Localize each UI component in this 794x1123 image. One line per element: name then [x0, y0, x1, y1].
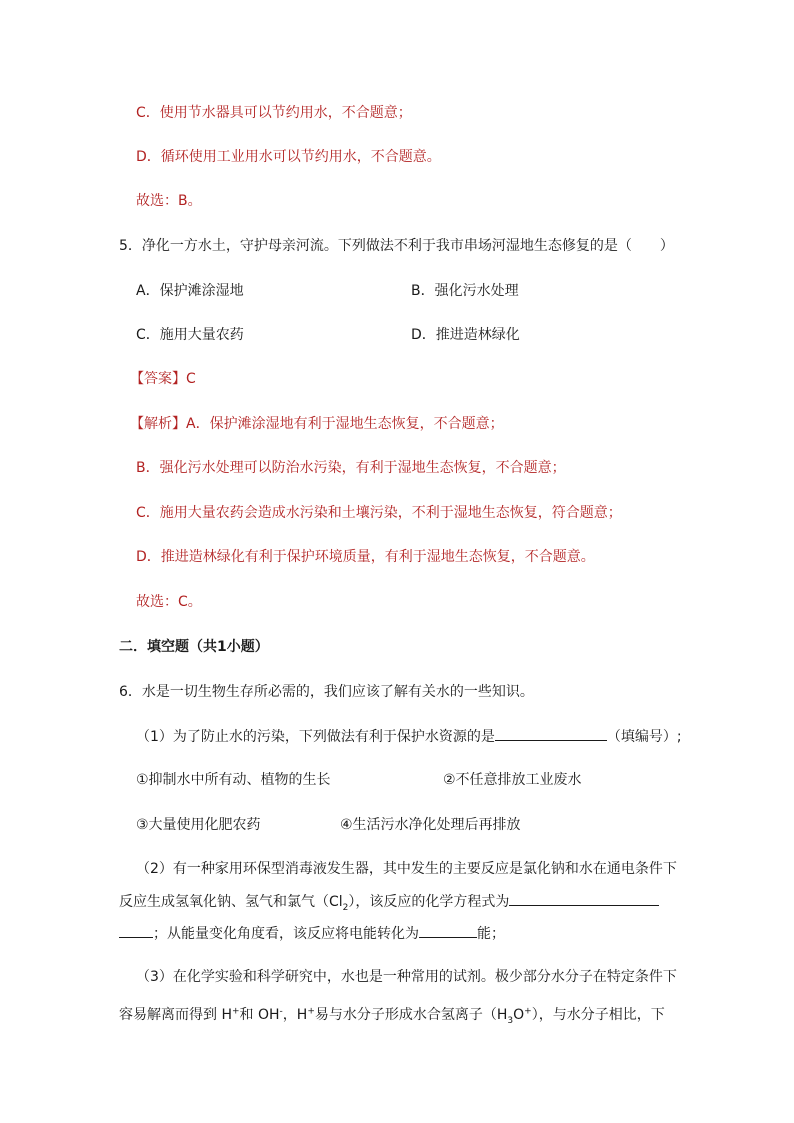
q5-answer [130, 369, 196, 389]
q5-analysis-c: C．施用大量农药会造成水污染和土壤污染，不利于湿地生态恢复，符合题意； [136, 505, 622, 521]
q6-part2-line3 [119, 923, 505, 944]
q5-analysis-a [130, 414, 504, 434]
q6-part2-equation-blank-cont[interactable] [119, 923, 153, 938]
analysis-tag: 【解析】 [130, 416, 186, 432]
q6-part2-line3-a: ；从能量变化角度看，该反应将电能转化为 [153, 926, 419, 942]
q6-part2-line3-b: 能； [477, 926, 505, 942]
q6-part3-sub: 3 [507, 1015, 514, 1026]
q6-part3-line1: （3）在化学实验和科学研究中，水也是一种常用的试剂。极少部分水分子在特定条件下 [136, 969, 677, 985]
q6-part1-blank[interactable] [495, 726, 607, 741]
prev-answer-conclusion: 故选：B。 [136, 193, 202, 209]
answer-value: C [186, 371, 196, 387]
q6-part3-sup4: + [524, 1006, 532, 1017]
q6-option-4: ④生活污水净化处理后再排放 [340, 817, 521, 833]
q6-part2-line2 [119, 891, 659, 912]
q6-part1-tail: （填编号）; [606, 729, 682, 745]
q6-part3-text-b: 和 OH [239, 1007, 280, 1023]
q5-option-c: C．施用大量农药 [136, 327, 244, 343]
q5-conclusion: 故选：C。 [136, 594, 202, 610]
q6-part3-text-e: O [513, 1007, 525, 1023]
analysis-a-text: A．保护滩涂湿地有利于湿地生态恢复，不合题意； [186, 416, 504, 432]
q6-stem: 6．水是一切生物生存所必需的，我们应该了解有关水的一些知识。 [119, 684, 534, 700]
prev-answer-c: C．使用节水器具可以节约用水，不合题意； [136, 105, 412, 121]
q5-analysis-b: B．强化污水处理可以防治水污染，有利于湿地生态恢复，不合题意； [136, 460, 566, 476]
q6-part3-line2 [119, 1005, 665, 1025]
q6-part2-line2-b: ），该反应的化学方程式为 [348, 894, 510, 910]
answer-tag: 【答案】 [130, 371, 186, 387]
q6-part2-line2-sub: 2 [342, 902, 349, 913]
q6-part1-text: （1）为了防止水的污染，下列做法有利于保护水资源的是 [136, 729, 495, 745]
q5-option-b: B．强化污水处理 [411, 283, 519, 299]
q5-analysis-d: D．推进造林绿化有利于保护环境质量，有利于湿地生态恢复，不合题意。 [136, 549, 595, 565]
q6-part2-line2-a: 反应生成氢氧化钠、氢气和氯气（Cl [119, 894, 343, 910]
q6-part3-sup2: - [279, 1006, 283, 1017]
q6-part3-text-c: ，H [282, 1007, 308, 1023]
q6-option-3: ③大量使用化肥农药 [136, 817, 261, 833]
q6-option-2: ②不任意排放工业废水 [443, 772, 582, 788]
q6-part2-energy-blank[interactable] [419, 923, 477, 938]
q5-option-a: A．保护滩涂湿地 [136, 283, 244, 299]
q6-part3-text-d: 易与水分子形成水合氢离子（H [314, 1007, 508, 1023]
q6-part1 [136, 726, 682, 747]
q6-part2-line1: （2）有一种家用环保型消毒液发生器，其中发生的主要反应是氯化钠和水在通电条件下 [136, 861, 677, 877]
q6-part3-sup3: + [307, 1006, 315, 1017]
q6-part3-text-f: ），与水分子相比，下 [531, 1007, 665, 1023]
q6-part2-equation-blank[interactable] [509, 891, 659, 906]
prev-answer-d: D．循环使用工业用水可以节约用水，不合题意。 [136, 149, 441, 165]
section2-heading: 二．填空题（共1小题） [119, 639, 269, 655]
q5-stem: 5．净化一方水土，守护母亲河流。下列做法不利于我市串场河湿地生态修复的是（ ） [119, 238, 674, 254]
q5-option-d: D．推进造林绿化 [411, 327, 520, 343]
q6-part3-sup1: + [231, 1006, 240, 1017]
q6-part3-text-a: 容易解离而得到 H [119, 1007, 232, 1023]
q6-option-1: ①抑制水中所有动、植物的生长 [136, 772, 331, 788]
